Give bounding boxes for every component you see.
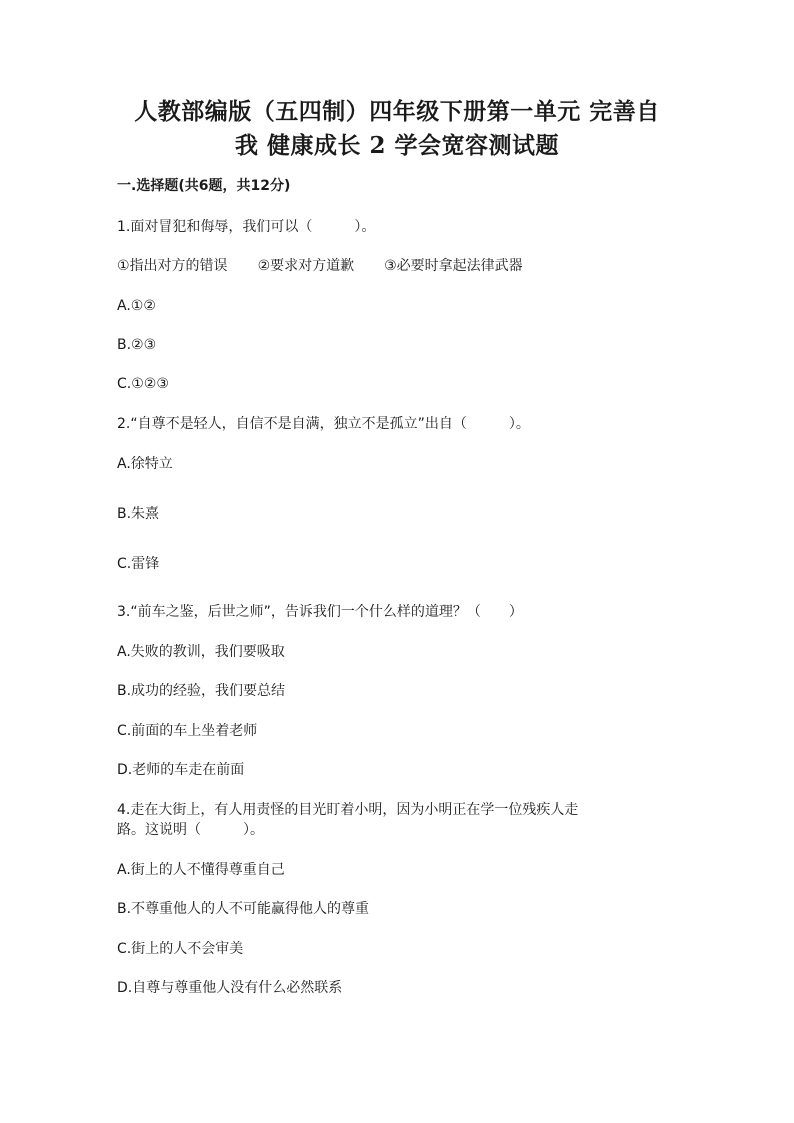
question-2-stem: 2.“自尊不是轻人，自信不是自满，独立不是孤立”出自（ ）。 bbox=[117, 416, 530, 432]
question-4-stem-line-1: 4.走在大街上，有人用责怪的目光盯着小明，因为小明正在学一位残疾人走 bbox=[117, 802, 579, 818]
question-2-option-a: A.徐特立 bbox=[117, 456, 173, 472]
question-4-option-c: C.街上的人不会审美 bbox=[117, 941, 244, 957]
question-3-option-a: A.失败的教训，我们要吸取 bbox=[117, 644, 285, 660]
question-1-item-1: ①指出对方的错误 bbox=[117, 258, 228, 274]
question-3-stem: 3.“前车之鉴，后世之师”，告诉我们一个什么样的道理？（ ） bbox=[117, 604, 523, 620]
question-1-item-2: ②要求对方道歉 bbox=[257, 258, 355, 274]
question-1-option-c: C.①②③ bbox=[117, 376, 169, 392]
question-2-option-b: B.朱熹 bbox=[117, 506, 160, 522]
question-1-stem: 1.面对冒犯和侮辱，我们可以（ ）。 bbox=[117, 219, 376, 235]
question-3-option-d: D.老师的车走在前面 bbox=[117, 762, 245, 778]
question-3-option-c: C.前面的车上坐着老师 bbox=[117, 723, 258, 739]
question-4-stem-line-2: 路。这说明（ ）。 bbox=[117, 822, 264, 838]
document-title-line-2: 我 健康成长 2 学会宽容测试题 bbox=[234, 132, 560, 159]
question-4-option-a: A.街上的人不懂得尊重自己 bbox=[117, 862, 285, 878]
question-4-option-d: D.自尊与尊重他人没有什么必然联系 bbox=[117, 980, 343, 996]
question-1-option-b: B.②③ bbox=[117, 337, 157, 353]
question-1-option-a: A.①② bbox=[117, 298, 156, 314]
question-3-option-b: B.成功的经验，我们要总结 bbox=[117, 683, 286, 699]
question-4-option-b: B.不尊重他人的人不可能赢得他人的尊重 bbox=[117, 901, 370, 917]
question-1-item-3: ③必要时拿起法律武器 bbox=[384, 258, 523, 274]
section-heading: 一.选择题(共6题，共12分) bbox=[117, 178, 291, 194]
question-2-option-c: C.雷锋 bbox=[117, 556, 160, 572]
question-1-items bbox=[117, 256, 523, 276]
document-title-line-1: 人教部编版（五四制）四年级下册第一单元 完善自 bbox=[134, 98, 660, 125]
